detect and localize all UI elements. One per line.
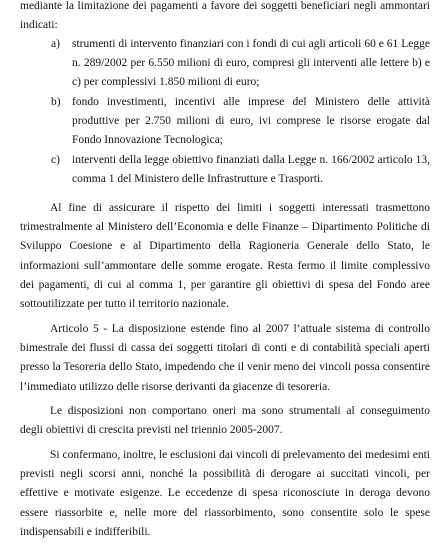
paragraph-reporting: Al fine di assicurare il rispetto dei limiti i soggetti interessati trasmettono trimestralmente al Ministero dell’Economia e delle Finanze – Dipartimento Politiche di Sviluppo Coesione e al Dipartimento della Ragioneria Generale dello Stato, le informazioni sull’ammontare delle somme erogate. Resta fermo il limite complessivo dei pagamenti, di cui al comma 1, per garantire gli obiettivi di spesa del Fondo aree sottoutilizzate per tutto il territorio nazionale.	[20, 202, 430, 311]
list-item-text: interventi della legge obiettivo finanziati dalla Legge n. 166/2002 articolo 13, comma 1 del Ministero delle Infrastrutture e Trasporti.	[72, 154, 430, 186]
paragraph-oneri: Le disposizioni non comportano oneri ma sono strumentali al conseguimento degli obiettivi di crescita previsti nel triennio 2005-2007.	[20, 405, 430, 437]
list-item-label: c)	[51, 154, 60, 166]
list-item-label: b)	[51, 96, 61, 108]
paragraph-articolo-5: Articolo 5 - La disposizione estende fino al 2007 l’attuale sistema di controllo bimestrale dei flussi di cassa dei soggetti titolari di conti e di contabilità speciali aperti presso la Tesoreria dello Stato, impedendo che il venir meno dei vincoli possa consentire l’immediato utilizzo delle risorse derivanti da giacenze di tesoreria.	[20, 323, 430, 393]
list-item-label: a)	[51, 38, 60, 50]
list-item-text: fondo investimenti, incentivi alle imprese del Ministero delle attività produttive per 2.750 milioni di euro, ivi comprese le risorse erogate dal Fondo Innovazione Tecnologica;	[72, 96, 430, 147]
intro-paragraph: mediante la limitazione dei pagamenti a favore dei soggetti beneficiari negli ammontari indicati:	[20, 0, 430, 32]
list-item-text: strumenti di intervento finanziari con i fondi di cui agli articoli 60 e 61 Legge n. 289/2002 per 6.550 milioni di euro, compresi gli interventi alle lettere b) e c) per complessivi 1.850 milioni di euro;	[72, 38, 430, 89]
paragraph-esclusioni: Si confermano, inoltre, le esclusioni dai vincoli di prelevamento dei medesimi enti previsti negli scorsi anni, nonché la possibilità di derogare ai succitati vincoli, per effettive e motivate esigenze. Le eccedenze di spesa riconosciute in deroga devono essere riassorbite e, nelle more del riassorbimento, sono consentite solo le spese indispensabili e indifferibili.	[20, 449, 430, 538]
